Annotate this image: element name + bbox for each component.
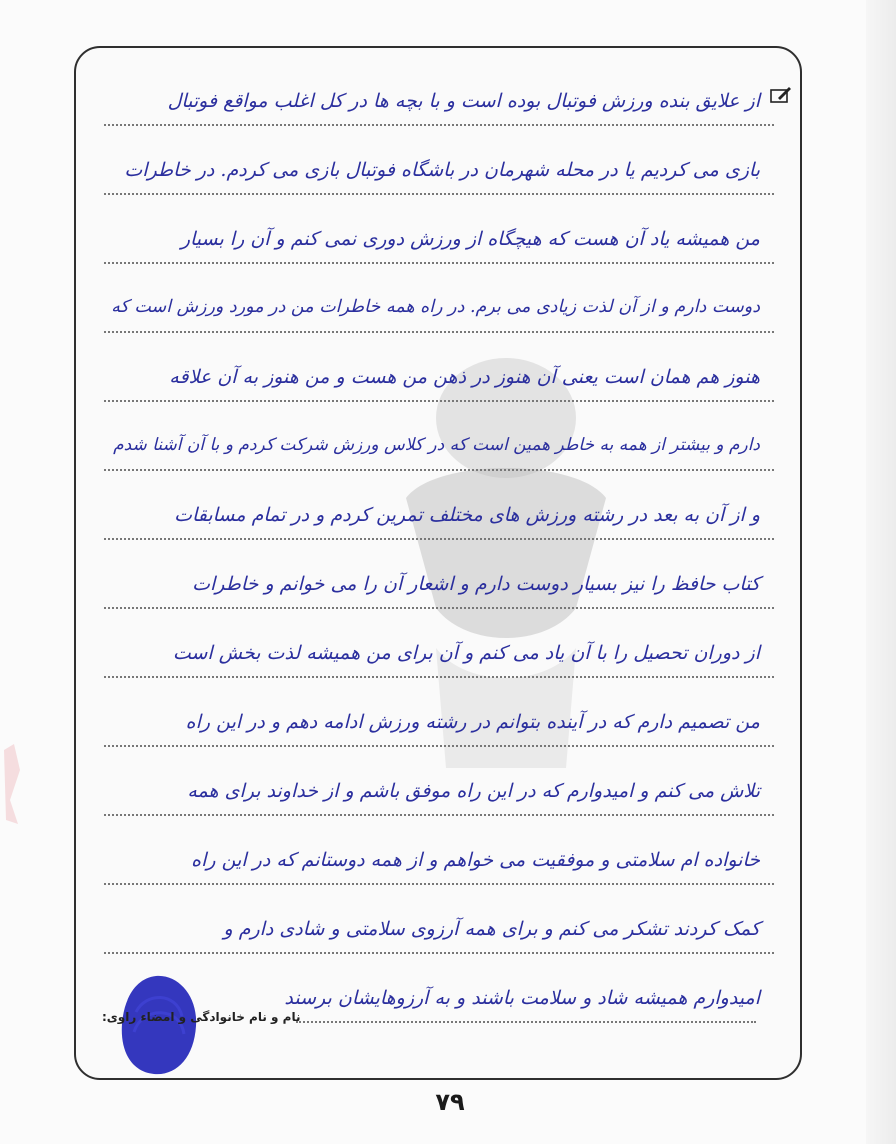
ruled-line <box>104 400 774 402</box>
ruled-line <box>104 745 774 747</box>
ruled-line <box>104 676 774 678</box>
handwritten-line: از علایق بنده ورزش فوتبال بوده است و با بچه ها در کل اغلب مواقع فوتبال <box>167 90 760 112</box>
ruled-line <box>104 607 774 609</box>
ruled-line <box>104 124 774 126</box>
scan-edge <box>866 0 896 1144</box>
document-frame <box>74 46 802 1080</box>
handwritten-line: دارم و بیشتر از همه به خاطر همین است که در کلاس ورزش شرکت کردم و با آن آشنا شدم <box>113 435 760 455</box>
ruled-line <box>104 262 774 264</box>
ruled-line <box>104 952 774 954</box>
ruled-line <box>104 883 774 885</box>
handwritten-line: هنوز هم همان است یعنی آن هنوز در ذهن من هست و من هنوز به آن علاقه <box>169 366 760 388</box>
handwritten-line: خانواده ام سلامتی و موفقیت می خواهم و از همه دوستانم که در این راه <box>191 849 760 871</box>
pen-icon <box>770 86 792 104</box>
handwritten-line: کمک کردند تشکر می کنم و برای همه آرزوی سلامتی و شادی دارم و <box>223 918 760 940</box>
ruled-line <box>104 814 774 816</box>
signature-label: نام و نام خانوادگی و امضاء راوی: <box>102 1010 301 1024</box>
page-number: ۷۹ <box>435 1088 465 1116</box>
handwritten-line: تلاش می کنم و امیدوارم که در این راه موفق باشم و از خداوند برای همه <box>187 780 760 802</box>
ruled-line <box>104 193 774 195</box>
handwritten-line: من تصمیم دارم که در آینده بتوانم در رشته ورزش ادامه دهم و در این راه <box>185 711 760 733</box>
ruled-line <box>104 469 774 471</box>
thumbprint <box>116 972 202 1078</box>
handwritten-line: دوست دارم و از آن لذت زیادی می برم. در راه همه خاطرات من در مورد ورزش است که <box>111 297 760 317</box>
handwritten-line: من همیشه یاد آن هست که هیچگاه از ورزش دوری نمی کنم و آن را بسیار <box>180 228 760 250</box>
paper-stain <box>0 740 26 830</box>
handwritten-line: بازی می کردیم یا در محله شهرمان در باشگاه فوتبال بازی می کردم. در خاطرات <box>124 159 760 181</box>
handwritten-line: و از آن به بعد در رشته ورزش های مختلف تمرین کردم و در تمام مسابقات <box>174 504 760 526</box>
handwritten-line: کتاب حافظ را نیز بسیار دوست دارم و اشعار آن را می خوانم و خاطرات <box>192 573 760 595</box>
ruled-line <box>104 538 774 540</box>
ruled-line <box>104 331 774 333</box>
handwritten-line: امیدوارم همیشه شاد و سلامت باشند و به آرزوهایشان برسند <box>284 987 760 1009</box>
handwritten-line: از دوران تحصیل را با آن یاد می کنم و آن برای من همیشه لذت بخش است <box>172 642 760 664</box>
ruled-line <box>296 1021 756 1023</box>
